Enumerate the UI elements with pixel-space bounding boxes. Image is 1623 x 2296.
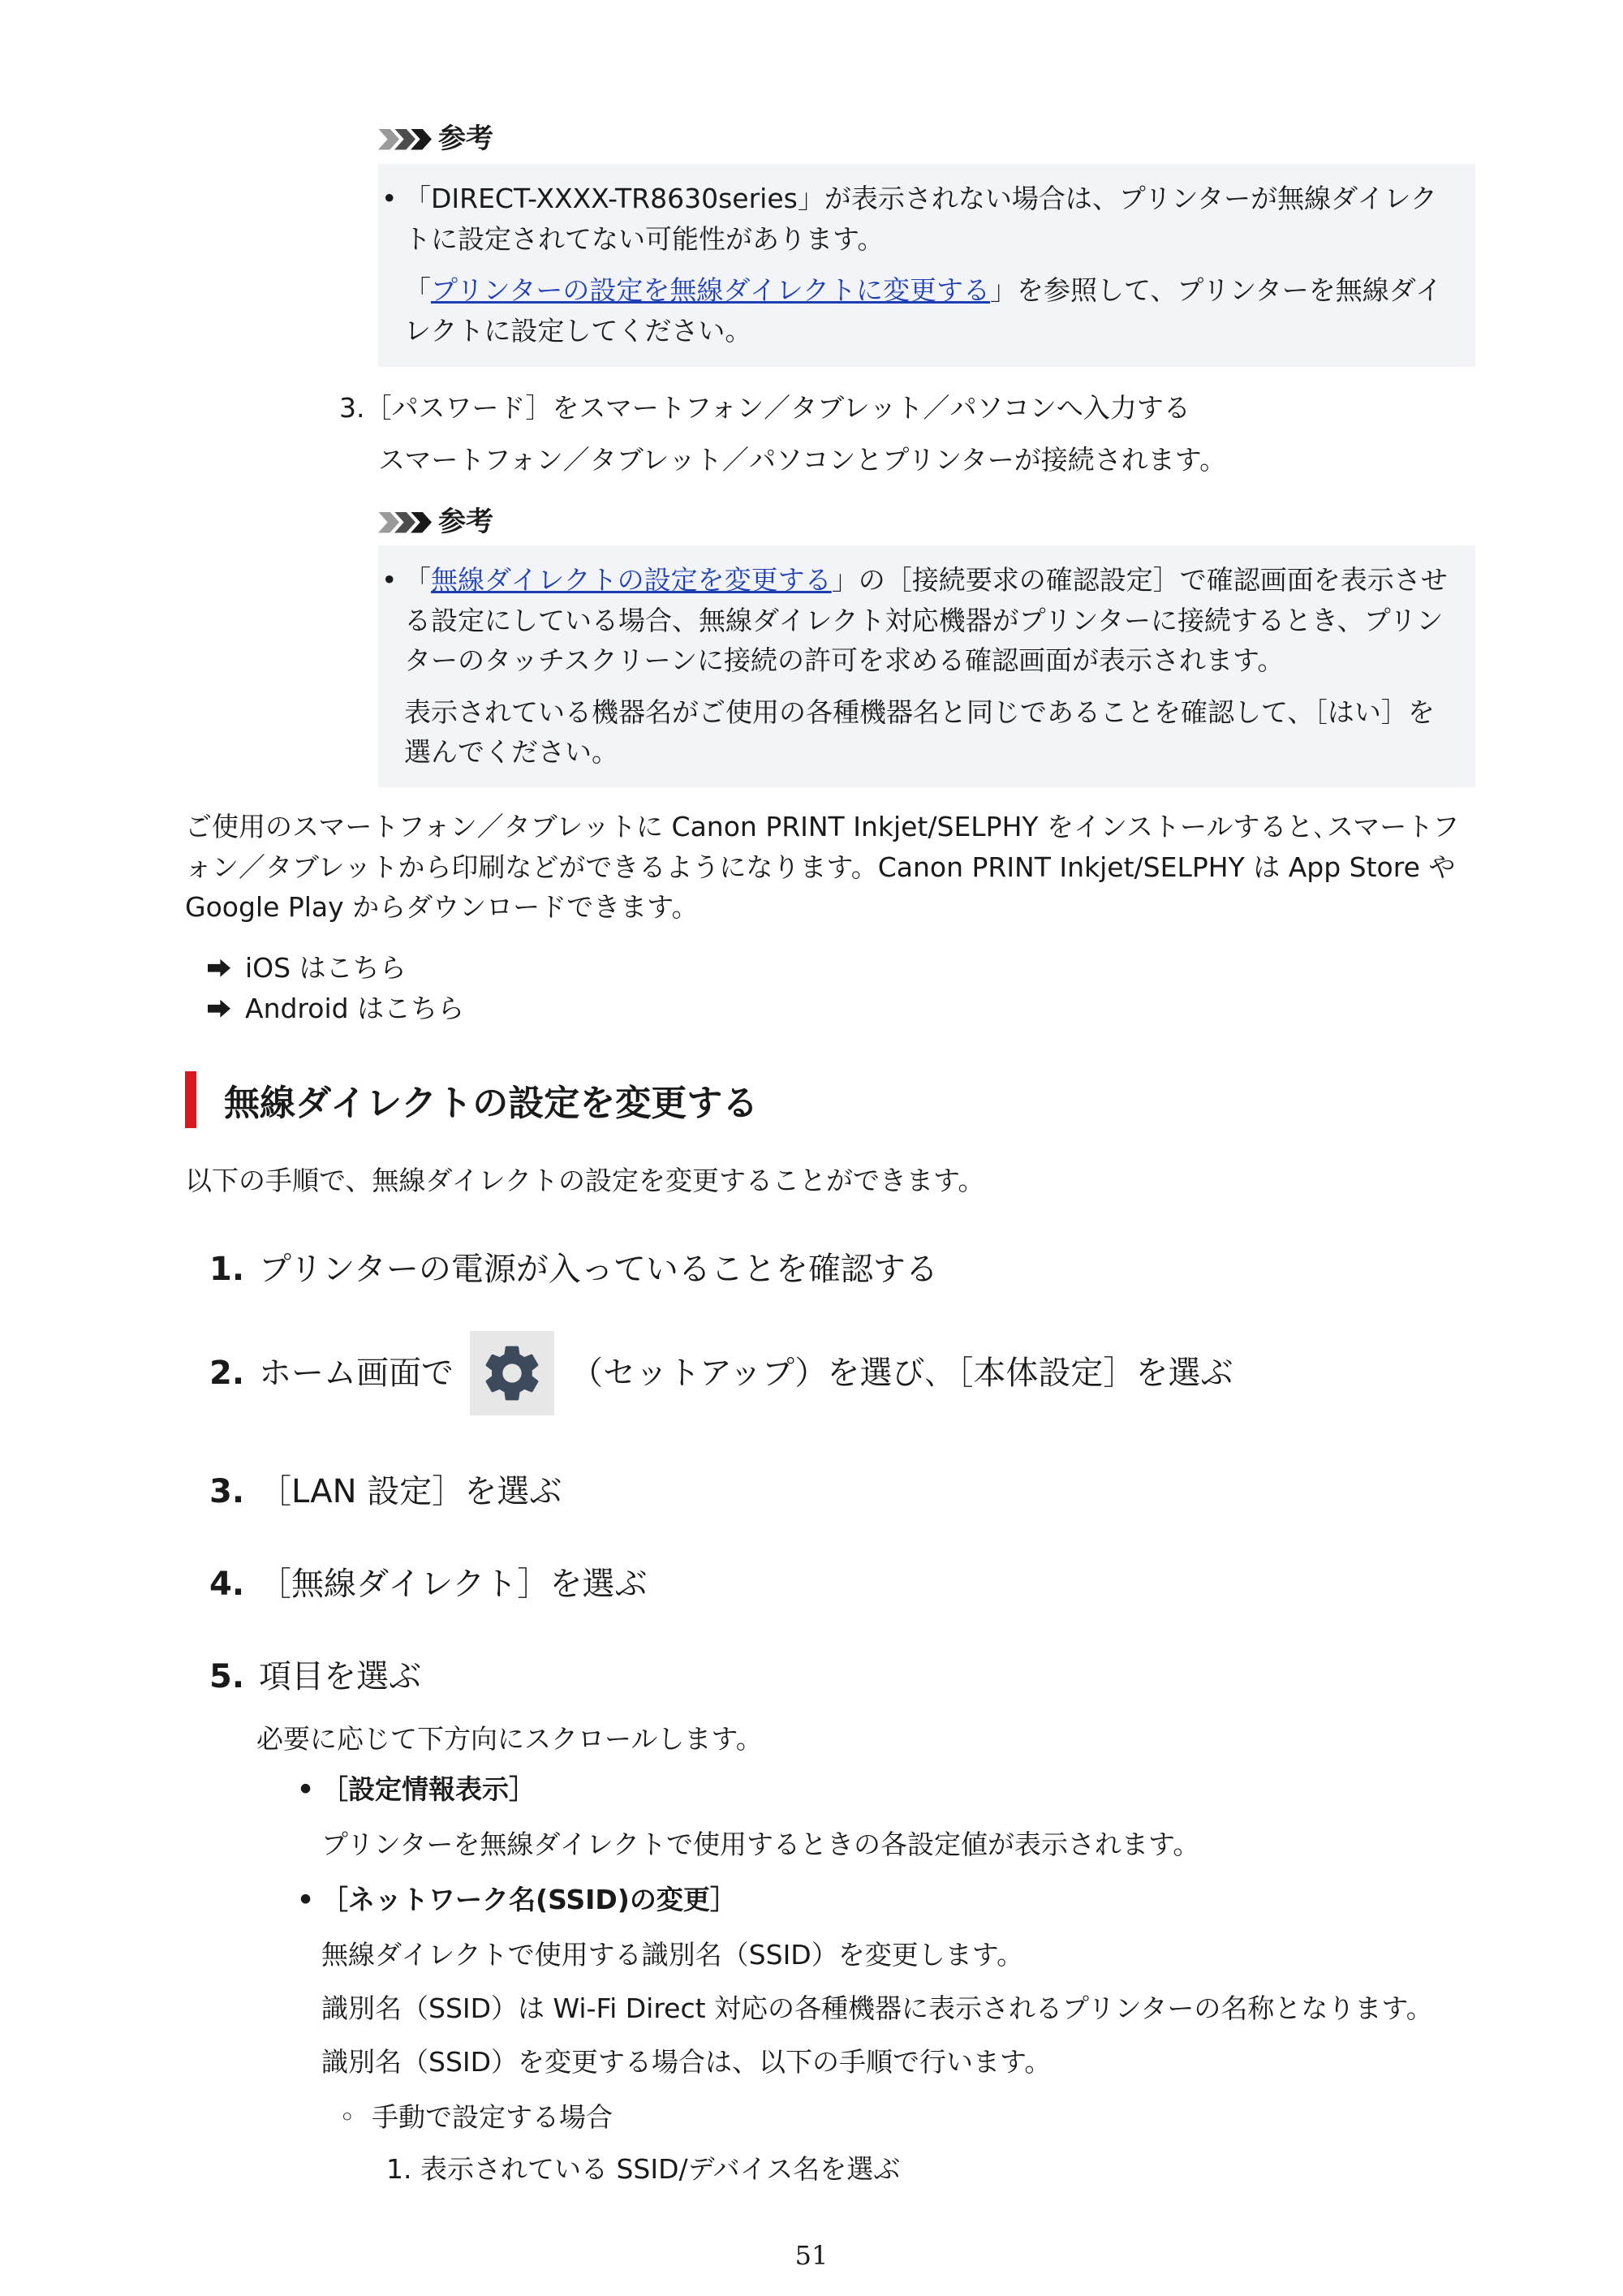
step-4: [209, 1560, 647, 1609]
note-box: [378, 545, 1475, 787]
manual-setting-item: ◦ 手動で設定する場合: [372, 2097, 613, 2138]
change-direct-settings-link[interactable]: 無線ダイレクトの設定を変更する: [431, 564, 832, 596]
item-desc: プリンターを無線ダイレクトで使用するときの各設定値が表示されます。: [321, 1829, 1200, 1860]
step-number: 3.: [209, 1473, 245, 1510]
step-2: [209, 1331, 1233, 1415]
step-text: プリンターの電源が入っていることを確認する: [259, 1251, 938, 1288]
page-number: 51: [794, 2240, 829, 2271]
item-desc: 無線ダイレクトで使用する識別名（SSID）を変更します。: [321, 1939, 1024, 1971]
step-5: [209, 1652, 421, 1701]
step-text-post: （セットアップ）を選び､［本体設定］を選ぶ: [570, 1355, 1233, 1392]
gear-icon: [470, 1331, 554, 1415]
scroll-note: 必要に応じて下方向にスクロールします。: [256, 1723, 763, 1755]
text-open: 「: [404, 274, 431, 306]
password-step-label: 3.［パスワード］をスマートフォン／タブレット／パソコンへ入力する: [339, 392, 1190, 424]
printer-direct-link[interactable]: プリンターの設定を無線ダイレクトに変更する: [431, 274, 991, 306]
intro-paragraph: ご使用のスマートフォン／タブレットに Canon PRINT Inkjet/SELPHY をインストールすると､スマートフォン／タブレットから印刷などができるようになります。Canon PRINT Inkjet/SELPHY は App Store や Google Play からダウンロードできます。: [185, 811, 1460, 923]
section-title: 無線ダイレクトの設定を変更する: [224, 1083, 759, 1124]
item-title: • ［設定情報表示］: [321, 1769, 536, 1810]
step-3: [209, 1467, 562, 1516]
item-title: • ［ネットワーク名(SSID)の変更］: [321, 1880, 737, 1920]
arrow-right-icon: [208, 959, 230, 977]
arrow-right-icon: [208, 1000, 230, 1018]
note-box: [378, 164, 1475, 367]
step-number: 1.: [209, 1251, 245, 1288]
step-text: ［LAN 設定］を選ぶ: [259, 1473, 562, 1510]
step-number: 4.: [209, 1566, 245, 1603]
password-step-desc: スマートフォン／タブレット／パソコンとプリンターが接続されます。: [378, 444, 1227, 476]
chevron-note-icon: [378, 129, 427, 150]
manual-step-1: 1. 表示されている SSID/デバイス名を選ぶ: [386, 2153, 901, 2185]
note-paragraph: [404, 270, 1459, 351]
section-lead: 以下の手順で、無線ダイレクトの設定を変更することができます。: [185, 1165, 985, 1196]
note-heading: [378, 118, 493, 160]
chevron-note-icon: [378, 512, 427, 533]
ios-link[interactable]: iOS はこちら: [245, 952, 407, 984]
note-paragraph: 表示されている機器名がご使用の各種機器名と同じであることを確認して、［はい］を選んでください。: [404, 696, 1435, 768]
text-open: 「: [404, 564, 431, 596]
note-bullet: • 「DIRECT-XXXX-TR8630series」が表示されない場合は、プリンターが無線ダイレクトに設定されてない可能性があります。: [404, 179, 1459, 259]
step-text: ［無線ダイレクト］を選ぶ: [259, 1566, 648, 1603]
section-accent-bar: [185, 1071, 196, 1128]
android-link[interactable]: Android はこちら: [245, 993, 465, 1024]
android-link-item[interactable]: [208, 989, 464, 1029]
ios-link-item[interactable]: [208, 948, 407, 989]
note-bullet: [404, 560, 1459, 681]
step-number: 2.: [209, 1355, 245, 1392]
text-rest: 」の［接続要求の確認設定］で確認画面を表示させる設定にしている場合、無線ダイレクト対応機器がプリンターに接続するとき、プリンターのタッチスクリーンに接続の許可を求める確認画面が表示されます。: [404, 564, 1448, 676]
step-number: 5.: [209, 1658, 245, 1695]
step-text-pre: ホーム画面で: [259, 1355, 454, 1392]
item-desc: 識別名（SSID）を変更する場合は、以下の手順で行います。: [321, 2046, 1052, 2078]
text-rest: 」を参照して、プリンターを無線ダイレクトに設定してください。: [404, 274, 1443, 347]
item-desc: 識別名（SSID）は Wi-Fi Direct 対応の各種機器に表示されるプリンターの名称となります。: [321, 1992, 1433, 2024]
step-text: 項目を選ぶ: [259, 1658, 422, 1695]
step-1: [209, 1245, 938, 1294]
note-heading: [378, 502, 493, 543]
note-heading-label: 参考: [438, 506, 493, 538]
note-heading-label: 参考: [438, 123, 493, 155]
